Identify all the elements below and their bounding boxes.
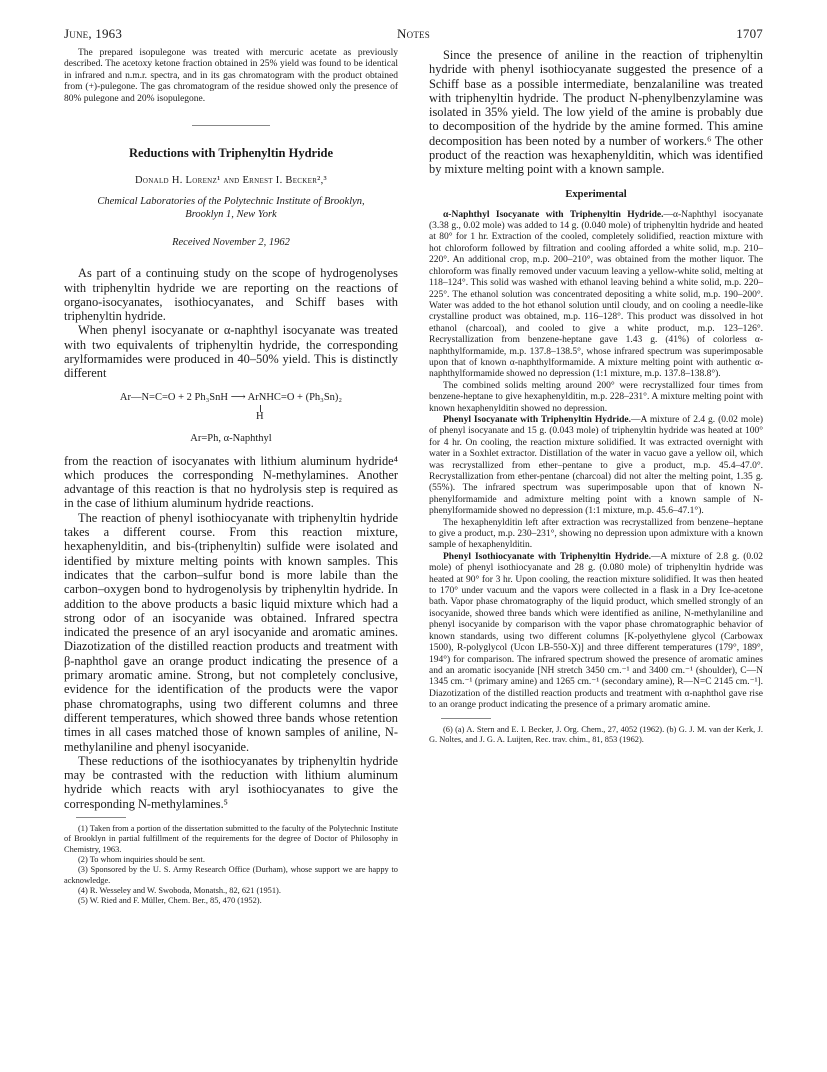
experimental-paragraph: The combined solids melting around 200° were recrystallized four times from benzene-heptane to give hexaphenylditin, m.p. 228–231°. A mixture melting point with known hexaphenylditin showed no depression. (429, 380, 763, 414)
affiliation-line: Brooklyn 1, New York (185, 208, 277, 220)
equation-legend: Ar=Ph, α-Naphthyl (190, 432, 272, 444)
section-heading-experimental: Experimental (565, 188, 627, 200)
previous-article-ending: The prepared isopulegone was treated with mercuric acetate as previously described. The acetoxy ketone fraction obtained in 25% yield was found to be identical in infrared and n.m.r. spectra, and in its gas chromatogram with the product obtained from (+)-pulegone. The gas chromatogram of the residue showed only the presence of 80% pulegone and 20% isopulegone. (64, 48, 398, 104)
experimental-paragraph (429, 415, 763, 518)
received-date: Received November 2, 1962 (172, 237, 290, 249)
footnote: (2) To whom inquiries should be sent. (78, 854, 205, 864)
footnote: (6) (a) A. Stern and E. I. Becker, J. Org. Chem., 27, 4052 (1962). (b) G. J. M. van der Kerk, J. G. Noltes, and J. G. A. Luijten, Rec. trav. chim., 81, 853 (1962). (429, 724, 763, 744)
footnote: (5) W. Ried and F. Müller, Chem. Ber., 85, 470 (1952). (78, 896, 262, 906)
reaction-equation-hydrogen (64, 405, 398, 427)
experimental-paragraph (429, 210, 763, 381)
hydrogen-label: H (256, 410, 264, 422)
footnote: (4) R. Wesseley and W. Swoboda, Monatsh., 82, 621 (1951). (78, 885, 281, 895)
footnote-separator (441, 718, 491, 719)
affiliation-line: Chemical Laboratories of the Polytechnic Institute of Brooklyn, (97, 196, 365, 208)
experimental-run-in-head: Phenyl Isocyanate with Triphenyltin Hydride. (443, 414, 632, 425)
footnote-separator (76, 817, 126, 818)
experimental-text: —A mixture of 2.8 g. (0.02 mole) of phenyl isothiocyanate and 28 g. (0.080 mole) of triphenyltin hydride was heated at 90° for 3 hr. Upon cooling, the reaction mixture solidified. It was then heated to 170° under vacuum and the vapors were collected in a flask in a Dry Ice-acetone bath. Vapor phase chromatography of the liquid product, which smelled strongly of an isocyanide, showed three bands which were identified as aniline, N-methylaniline and phenyl isocyanide by comparison with the vapor phase chromatographic behavior of known standards, using two different columns [K-polyethylene glycol (Carbowax 1500), R-polyglycol (Ucon LB-550-X)] and three different temperatures (179°, 189°, 194°) for comparison. The infrared spectrum showed the presence of aromatic amines and an aromatic isocyanide [NH stretch 3450 cm.⁻¹ and 3400 cm.⁻¹ (shoulder), C—N 1345 cm.⁻¹ (primary amine) and 1265 cm.⁻¹ (secondary amine), R—N=C 2145 cm.⁻¹]. Diazotization of the distilled reaction products and treatment with α-naphthol gave rise to an orange product indicating the presence of a primary aromatic amine. (429, 551, 763, 711)
experimental-paragraph (429, 552, 763, 712)
experimental-text: —A mixture of 2.4 g. (0.02 mole) of phenyl isocyanate and 15 g. (0.043 mole) of triphenyltin hydride was heated at 100° for 4 hr. On cooling, the reaction mixture solidified. It was extracted overnight with water in a Soxhlet extractor. Distillation of the water in vacuo gave a yellow oil, which was recrystallized from ether–pentane to give a product, m.p. 45.4–47.0°. Recrystallization from ether-pentane (charcoal) did not alter the melting point, 1.35 g. (55%). The infrared spectrum was superimposable upon that of known N-phenylformamide and admixture melting point with a known sample of N-phenylformamide showed no depression (1:1 mixture, m.p. 45.6–47.1°). (429, 414, 763, 517)
body-paragraph: The reaction of phenyl isothiocyanate with triphenyltin hydride takes a different course. From this reaction mixture, hexaphenylditin, and bis-(triphenyltin) sulfide were isolated and identified by mixture melting points with known samples. This indicates that the carbon–sulfur bond is more labile than the carbon–oxygen bond to hydrogenolysis by triphenyltin hydride. In addition to the above products a basic liquid mixture which had a strong odor of an isocyanide was obtained. Infrared spectra indicated the presence of an aryl isocyanide and aromatic amines. Diazotization of the distilled reaction products and treatment with β-naphthol gave an orange product indicating the presence of a primary aromatic amine. Strong, but not completely conclusive, evidence for the identification of the products were the vapor phase chromatographs, using two different columns and three different temperatures, which showed three bands whose retention times in all cases matched those of known samples of aniline, N-methylaniline and phenyl isocyanide. (64, 510, 398, 754)
article-separator (192, 125, 270, 126)
article-authors: Donald H. Lorenz¹ and Ernest I. Becker²,³ (135, 175, 327, 187)
experimental-run-in-head: Phenyl Isothiocyanate with Triphenyltin Hydride. (443, 551, 651, 562)
experimental-text: —α-Naphthyl isocyanate (3.38 g., 0.02 mole) was added to 14 g. (0.040 mole) of triphenyltin hydride and heated at 80° for 1 hr. Extraction of the cooled, completely solidified, reaction mixture with hot chloroform followed by filtration and cooling afforded a white solid, m.p. 210–220°. An additional crop, m.p. 200–210°, was obtained from the mother liquor. The chloroform was finally removed under vacuum leaving a yellow-white solid, melting at 118–124°. This solid was washed with ethanol leaving behind a white solid, m.p. 220–225°. The ethanol solution was concentrated depositing a white solid, m.p. 190–200°. Water was added to the hot ethanol solution until cloudy, and on cooling a needle-like crystalline product was obtained, m.p. 116–128°. This product was dissolved in hot ethanol (charcoal), and cooled to give a white product, m.p. 123–126°. Recrystallization from benzene-heptane gave 1.43 g. (41%) of colorless α-naphthylformamide, m.p. 137.8–138.5°, whose infrared spectrum was superimposable upon that of known α-naphthylformamide. A mixture melting point with authentic α-naphthylformamide showed no depression (1:1 mixture, m.p. 137.8–138.8°). (429, 209, 763, 380)
page-number: 1707 (736, 26, 763, 41)
reaction-equation: Ar—N=C=O + 2 Ph₃SnH ⟶ ArNHC=O + (Ph₃Sn)₂ (119, 391, 343, 403)
body-paragraph: Since the presence of aniline in the reaction of triphenyltin hydride with phenyl isothiocyanate suggested the presence of a Schiff base as a possible intermediate, benzalaniline was treated with triphenyltin hydride. The product N-phenylbenzylamine was isolated in 35% yield. The low yield of the amine is probably due to decomposition of the hydride by the amine formed. This amine decomposition has been noted by a number of workers.⁶ The other product of the reaction was hexaphenylditin, which was identified by mixture melting point with a known sample. (429, 48, 763, 177)
right-column (429, 48, 763, 745)
body-paragraph: As part of a continuing study on the scope of hydrogenolyses with triphenyltin hydride we are reporting on the reactions of organo-isocyanates, isothiocyanates, and Schiff bases with triphenyltin hydride. (64, 266, 398, 324)
experimental-paragraph: The hexaphenylditin left after extraction was recrystallized from benzene–heptane to give a product, m.p. 230–231°, showing no depression upon admixture with a known sample of hexaphenylditin. (429, 517, 763, 551)
footnote: (1) Taken from a portion of the dissertation submitted to the faculty of the Polytechnic Institute of Brooklyn in partial fulfillment of the requirements for the degree of Doctor of Philosophy in Chemistry, 1963. (64, 824, 398, 854)
left-column (64, 48, 398, 906)
running-header-section: Notes (397, 26, 430, 41)
article-title: Reductions with Triphenyltin Hydride (128, 146, 334, 161)
experimental-run-in-head: α-Naphthyl Isocyanate with Triphenyltin Hydride. (443, 209, 664, 220)
body-paragraph: from the reaction of isocyanates with lithium aluminum hydride⁴ which produces the corresponding N-methylamines. Another advantage of this reaction is that no hydrolysis step is required as in the case of lithium aluminum hydride reactions. (64, 453, 398, 511)
body-paragraph: These reductions of the isothiocyanates by triphenyltin hydride may be contrasted with the reduction with lithium aluminum hydride which reacts with aryl isothiocyanates to give the corresponding N-methylamines.⁵ (64, 753, 398, 811)
body-paragraph: When phenyl isocyanate or α-naphthyl isocyanate was treated with two equivalents of triphenyltin hydride, the corresponding arylformamides were produced in 40–50% yield. This is distinctly different (64, 323, 398, 381)
footnote: (3) Sponsored by the U. S. Army Research Office (Durham), whose support we are happy to acknowledge. (64, 865, 398, 885)
article-affiliation (64, 196, 398, 221)
running-header-date: June, 1963 (64, 26, 123, 41)
